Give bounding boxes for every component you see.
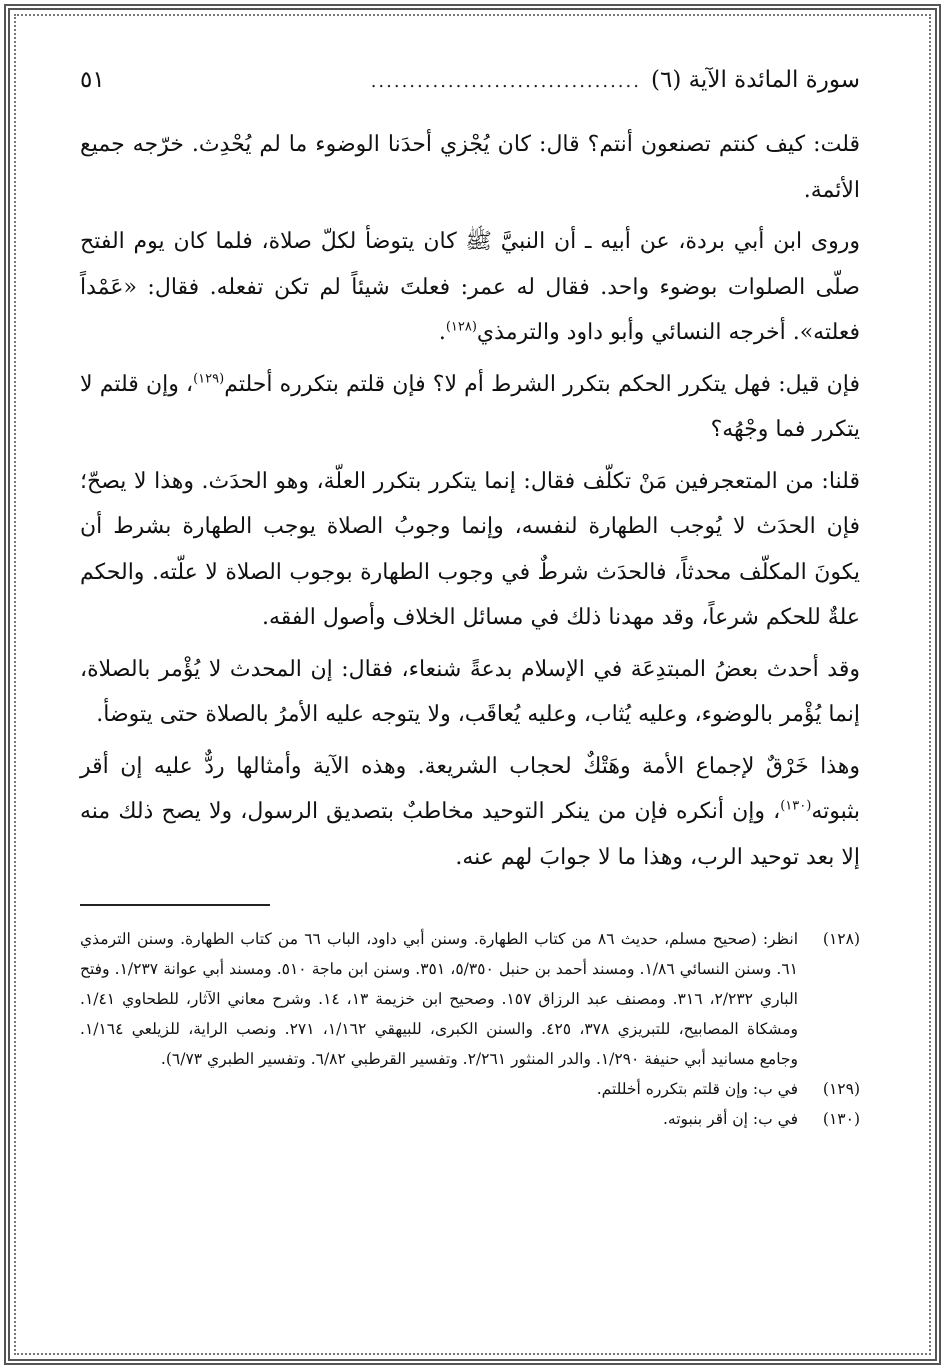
footnote-text: في ب: إن أقر بنبوته.: [662, 1110, 798, 1128]
book-page: [80, 60, 860, 1320]
header-dot-leader: ...................................: [370, 71, 641, 92]
footnote-ref[interactable]: (١٣٠): [780, 798, 812, 814]
paragraph: قلنا: من المتعجرفين مَنْ تكلّف فقال: إنما يتكرر بتكرر العلّة، وهو الحدَث. وهذا لا يصحّ؛ فإن الحدَث لا يُوجب الطهارة لنفسه، وإنما وجوبُ الصلاة يوجب الطهارة بشرط أن يكونَ المكلّف محدثاً، فالحدَث شرطٌ في وجوب الطهارة بوجوب الصلاة لا علّته. والحكم علةٌ للحكم شرعاً، وقد مهدنا ذلك في مسائل الخلاف وأصول الفقه.: [80, 468, 860, 630]
footnote-ref[interactable]: (١٢٨): [445, 319, 477, 335]
paragraph: فإن قيل: فهل يتكرر الحكم بتكرر الشرط أم لا؟ فإن قلتم بتكرره أحلتم$^{(١٢٩)}$، وإن قلتم لا يتكرر فما وجْهُه؟: [80, 371, 860, 442]
footnote-text: انظر: (صحيح مسلم، حديث ٨٦ من كتاب الطهارة. وسنن أبي داود، الباب ٦٦ من كتاب الطهارة. وسنن الترمذي ٦١. وسنن النسائي ١/٨٦. ومسند أحمد بن حنبل ٥/٣٥٠، ٣٥١. وسنن ابن ماجة ٥١٠. ومسند أبي عوانة ١/٢٣٧. وفتح الباري ٢/٢٣٢، ٣١٦. ومصنف عبد الرزاق ١٥٧. وصحيح ابن خزيمة ١٣، ١٤. وشرح معاني الآثار، للطحاوي ١/٤١. ومشكاة المصابيح، للتبريزي ٣٧٨، ٤٢٥. والسنن الكبرى، للبيهقي ١/١٦٢، ٢٧١. ونصب الراية، للزيلعي ١/١٦٤. وجامع مسانيد أبي حنيفة ١/٢٩٠. والدر المنثور ٢/٢٦١. وتفسير القرطبي ٦/٨٢. وتفسير الطبري ٦/٧٣).: [80, 930, 799, 1068]
footnote: [80, 1104, 860, 1134]
paragraph: وهذا خَرْقٌ لإجماع الأمة وهَتْكٌ لحجاب الشريعة. وهذه الآية وأمثالها ردٌّ عليه إن أقر بثبوته$^{(١٣٠)}$، وإن أنكره فإن من ينكر التوحيد مخاطبٌ بتصديق الرسول، ولا يصح ذلك منه إلا بعد توحيد الرب، وهذا ما لا جوابَ لهم عنه.: [80, 753, 860, 870]
footnotes: [80, 924, 860, 1134]
surah-title: سورة المائدة الآية (٦): [650, 67, 860, 93]
footnote-number: (١٣٠): [822, 1110, 860, 1128]
paragraph: قلت: كيف كنتم تصنعون أنتم؟ قال: كان يُجْزي أحدَنا الوضوء ما لم يُحْدِث. خرّجه جميع الأئمة.: [80, 132, 860, 203]
main-text: [80, 122, 860, 880]
paragraph: وروى ابن أبي بردة، عن أبيه ـ أن النبيَّ ﷺ كان يتوضأ لكلّ صلاة، فلما كان يوم الفتح صلّى الصلوات بوضوء واحد. فقال له عمر: فعلتَ شيئاً لم تكن تفعله. فقال: «عَمْداً فعلته». أخرجه النسائي وأبو داود والترمذي$^{(١٢٨)}$.: [80, 229, 860, 345]
running-header: [80, 60, 860, 100]
footnote-separator: [80, 904, 270, 906]
footnote-ref[interactable]: (١٢٩): [193, 371, 225, 387]
footnote-number: (١٢٨): [822, 930, 860, 948]
footnote: [80, 924, 860, 1074]
paragraph: وقد أحدث بعضُ المبتدِعَة في الإسلام بدعةً شنعاء، فقال: إن المحدث لا يُؤْمر بالصلاة، إنما يُؤْمر بالوضوء، وعليه يُثاب، وعليه يُعاقَب، ولا يتوجه عليه الأمرُ بالصلاة حتى يتوضأ.: [80, 656, 860, 727]
footnote: [80, 1074, 860, 1104]
footnote-text: في ب: وإن قلتم بتكرره أخللتم.: [596, 1080, 798, 1098]
footnote-number: (١٢٩): [822, 1080, 860, 1098]
page-number: ٥١: [80, 67, 105, 93]
